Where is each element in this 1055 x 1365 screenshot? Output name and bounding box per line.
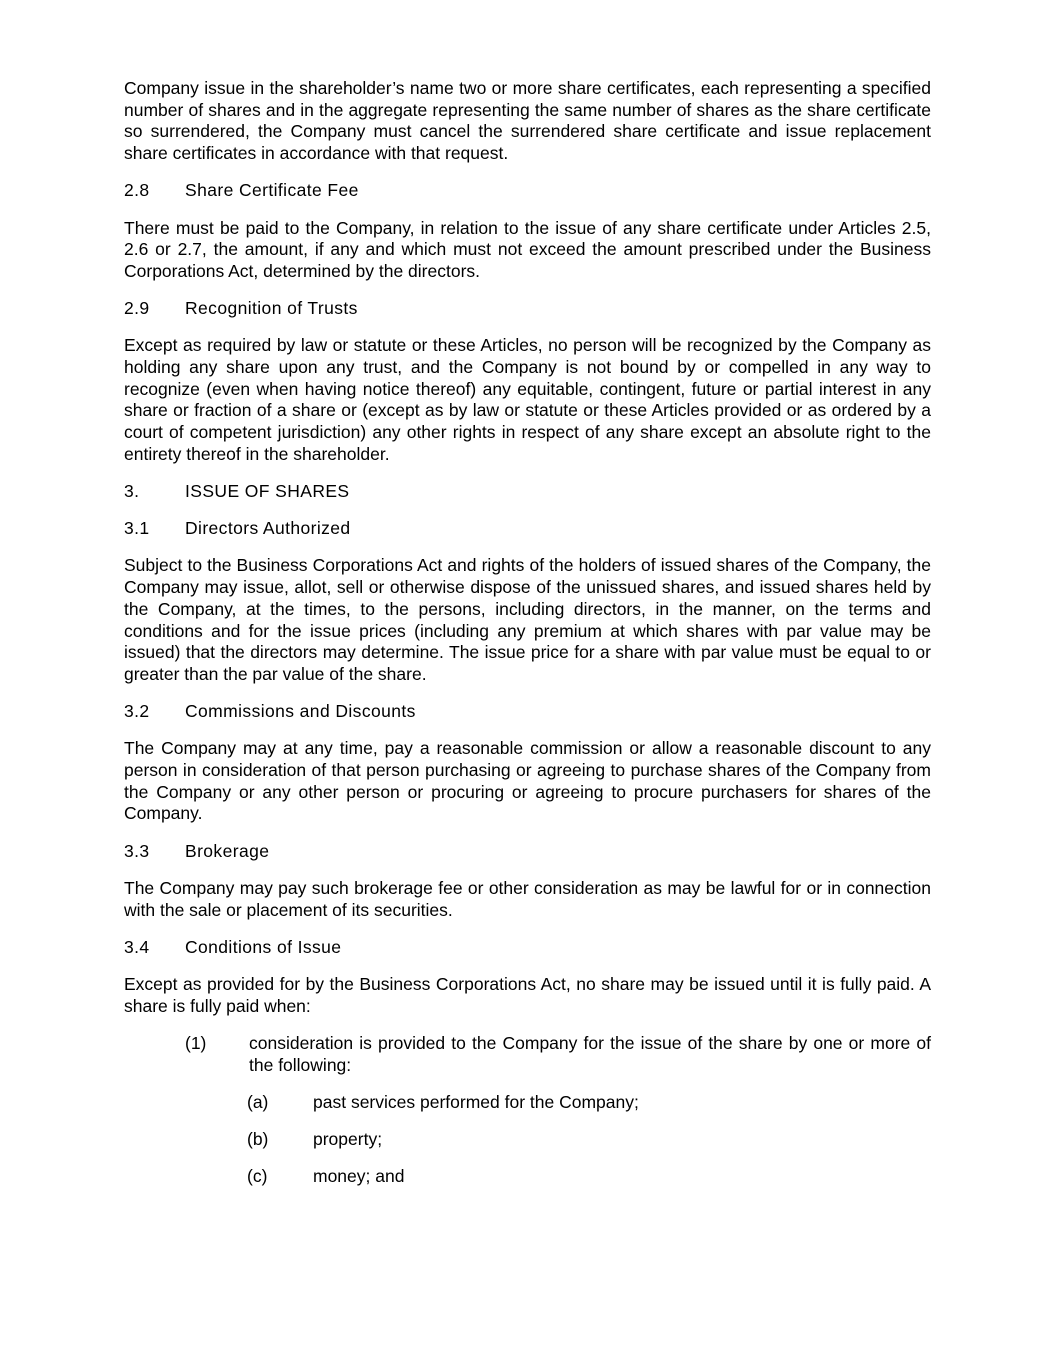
list-item-text: consideration is provided to the Company for the issue of the share by one or more of the following: (249, 1032, 931, 1075)
heading-title: Brokerage (185, 840, 270, 861)
heading-title: ISSUE OF SHARES (185, 481, 350, 502)
paragraph-recognition-of-trusts: Except as required by law or statute or these Articles, no person will be recognized by the Company as holding any share upon any trust, and the Company is not bound by or compelled in any way to recognize (even when having notice thereof) any equitable, contingent, future or partial interest in any share or fraction of a share or (except as by law or statute or these Articles provided or as ordered by a court of competent jurisdiction) any other rights in respect of any share except an absolute right to the entirety thereof in the shareholder. (124, 335, 931, 464)
heading-title: Conditions of Issue (185, 936, 342, 957)
heading-2-9 (124, 298, 931, 320)
list-item-text: money; and (313, 1166, 405, 1187)
heading-3-1 (124, 518, 931, 540)
heading-number: 2.8 (124, 180, 150, 201)
list-item-text: past services performed for the Company; (313, 1091, 639, 1112)
heading-3-2 (124, 701, 931, 723)
heading-number: 3.4 (124, 936, 150, 957)
list-marker: (a) (247, 1091, 269, 1112)
heading-number: 3.1 (124, 518, 150, 539)
list-item-text: property; (313, 1129, 383, 1150)
heading-3-3 (124, 841, 931, 863)
paragraph-directors-authorized: Subject to the Business Corporations Act and rights of the holders of issued shares of the Company, the Company may issue, allot, sell or otherwise dispose of the unissued shares, and issued shares held by the Company, at the times, to the persons, including directors, in the manner, on the terms and conditions and for the issue prices (including any premium at which shares with par value may be issued) that the directors may determine. The issue price for a share with par value must be equal to or greater than the par value of the share. (124, 555, 931, 684)
paragraph-share-certificate-fee: There must be paid to the Company, in relation to the issue of any share certificate under Articles 2.5, 2.6 or 2.7, the amount, if any and which must not exceed the amount prescribed under the Business Corporations Act, determined by the directors. (124, 217, 931, 281)
list-item-1 (185, 1033, 931, 1076)
heading-number: 3. (124, 481, 140, 502)
paragraph-conditions-of-issue: Except as provided for by the Business Corporations Act, no share may be issued until it is fully paid. A share is fully paid when: (124, 974, 931, 1016)
paragraph-commissions-and-discounts: The Company may at any time, pay a reasonable commission or allow a reasonable discount to any person in consideration of that person purchasing or agreeing to purchase shares of the Company from the Company or any other person or procuring or agreeing to procure purchasers for shares of the Company. (124, 738, 931, 824)
list-marker: (c) (247, 1166, 268, 1187)
heading-title: Share Certificate Fee (185, 180, 359, 201)
heading-number: 3.2 (124, 701, 150, 722)
paragraph-brokerage: The Company may pay such brokerage fee or other consideration as may be lawful for or in connection with the sale or placement of its securities. (124, 877, 931, 920)
list-marker: (1) (185, 1032, 207, 1053)
heading-3-4 (124, 937, 931, 959)
heading-title: Commissions and Discounts (185, 701, 416, 722)
list-marker: (b) (247, 1129, 269, 1150)
intro-paragraph: Company issue in the shareholder’s name two or more share certificates, each representing a specified number of shares and in the aggregate representing the same number of shares as the share certificate so surrendered, the Company must cancel the surrendered share certificate and issue replacement share certificates in accordance with that request. (124, 78, 931, 164)
list-item-c (247, 1166, 931, 1188)
heading-2-8 (124, 180, 931, 202)
heading-title: Directors Authorized (185, 518, 351, 539)
heading-title: Recognition of Trusts (185, 298, 358, 319)
heading-number: 3.3 (124, 840, 150, 861)
list-item-a (247, 1092, 931, 1114)
heading-3 (124, 481, 931, 503)
list-item-b (247, 1129, 931, 1151)
heading-number: 2.9 (124, 298, 150, 319)
